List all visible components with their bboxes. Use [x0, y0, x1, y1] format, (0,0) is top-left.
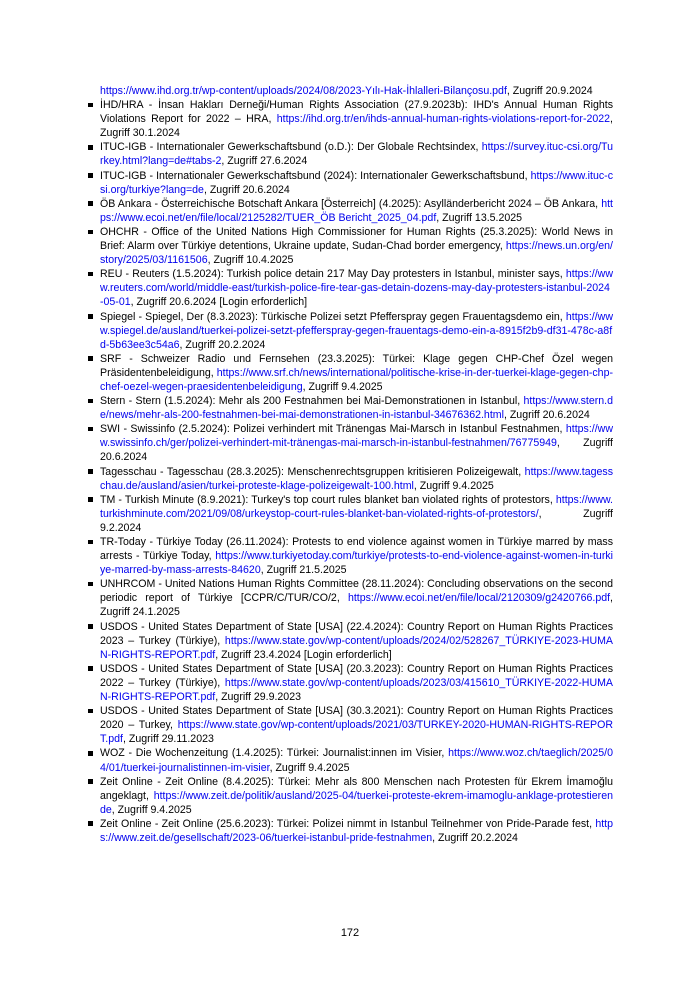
reference-text: , Zugriff 20.9.2024	[506, 85, 593, 97]
square-bullet-icon	[88, 779, 93, 784]
reference-text: SRF - Schweizer Radio und Fernsehen (23.3.2025): Türkei: Klage gegen CHP-Chef Özel wegen Präsidentenbeleidigung,	[100, 352, 613, 379]
reference-link[interactable]: https://www.state.gov/wp-content/uploads/2024/02/528267_TÜRKIYE-2023-HUMAN-RIGHTS-REPORT.pdf	[100, 634, 613, 661]
reference-link[interactable]: https://www.ituc-csi.org/turkiye?lang=de	[100, 169, 613, 196]
reference-text: TM - Turkish Minute (8.9.2021): Turkey's top court rules blanket ban violated rights of protestors,	[100, 493, 556, 506]
reference-link[interactable]: https://www.state.gov/wp-content/uploads/2021/03/TURKEY-2020-HUMAN-RIGHTS-REPORT.pdf	[100, 719, 613, 746]
reference-text: , Zugriff 9.2.2024	[100, 507, 613, 534]
reference-text: Spiegel - Spiegel, Der (8.3.2023): Türkische Polizei setzt Pfefferspray gegen Frauentagsdemo ein,	[100, 310, 566, 323]
reference-link[interactable]: https://www.state.gov/wp-content/uploads/2023/03/415610_TÜRKIYE-2022-HUMAN-RIGHTS-REPORT.pdf	[100, 676, 613, 704]
reference-item	[100, 775, 613, 817]
reference-item	[100, 662, 613, 704]
reference-text: , Zugriff 20.6.2024 [Login erforderlich]	[130, 296, 308, 309]
reference-link[interactable]: https://www.spiegel.de/ausland/tuerkei-polizei-setzt-pfefferspray-gegen-frauentags-demo-ein-a-8915f2b9-df31-478c-a8fd-5b63ee3c54a6	[100, 310, 613, 351]
reference-item	[100, 817, 613, 845]
reference-text: , Zugriff 20.2.2024	[179, 338, 266, 351]
reference-text: , Zugriff 20.6.2024	[203, 183, 290, 196]
square-bullet-icon	[88, 103, 93, 108]
reference-link[interactable]: https://www.zeit.de/gesellschaft/2023-06/tuerkei-istanbul-pride-festnahmen	[100, 817, 613, 844]
reference-link[interactable]: https://www.stern.de/news/mehr-als-200-festnahmen-bei-mai-demonstrationen-in-istanbul-34676362.html	[100, 395, 613, 422]
reference-link[interactable]: https://www.swissinfo.ch/ger/polizei-verhindert-mit-tränengas-mai-marsch-in-istanbul-festnahmen/76775949	[100, 423, 613, 450]
page-number: 172	[340, 927, 360, 939]
reference-link[interactable]: https://www.tagesschau.de/ausland/asien/turkei-proteste-klage-polizeigewalt-100.html	[100, 465, 613, 492]
reference-text: , Zugriff 20.6.2024	[503, 409, 590, 422]
reference-item	[100, 746, 613, 774]
square-bullet-icon	[88, 173, 93, 178]
reference-text: Tagesschau - Tagesschau (28.3.2025): Menschenrechtsgruppen kritisieren Polizeigewalt,	[100, 465, 525, 478]
square-bullet-icon	[88, 469, 93, 474]
reference-text: OHCHR - Office of the United Nations High Commissioner for Human Rights (25.3.2025): World News in Brief: Alarm over Türkiye detentions, Ukraine update, Sudan-Chad border emergency,	[100, 225, 613, 253]
references-list	[100, 84, 613, 845]
reference-text: , Zugriff 23.4.2024 [Login erforderlich]	[215, 648, 392, 661]
reference-item	[100, 169, 613, 197]
reference-text: , Zugriff 30.1.2024	[100, 113, 613, 140]
square-bullet-icon	[88, 751, 93, 756]
reference-item	[100, 310, 613, 352]
reference-item	[100, 140, 613, 168]
reference-text: SWI - Swissinfo (2.5.2024): Polizei verhindert mit Tränengas Mai-Marsch in Istanbul Festnahmen,	[100, 423, 566, 436]
reference-item	[100, 620, 613, 662]
reference-text: TR-Today - Türkiye Today (26.11.2024): Protests to end violence against women in Türkiye marred by mass arrests - Türkiye Today,	[100, 536, 613, 563]
reference-text: , Zugriff 24.1.2025	[100, 592, 613, 619]
reference-text: Zeit Online - Zeit Online (25.6.2023): Türkei: Polizei nimmt in Istanbul Teilnehmer von Pride-Parade fest,	[100, 817, 596, 830]
reference-link[interactable]: https://www.ihd.org.tr/wp-content/uploads/2024/08/2023-Yılı-Hak-İhlalleri-Bilançosu.pdf	[100, 85, 507, 97]
reference-item	[100, 535, 613, 577]
reference-link[interactable]: https://www.zeit.de/politik/ausland/2025-04/tuerkei-proteste-ekrem-imamoglu-anklage-protestierende	[100, 789, 613, 816]
reference-link[interactable]: https://www.reuters.com/world/middle-east/turkish-police-fire-tear-gas-detain-dozens-may-day-protesters-istanbul-2024-05-01	[100, 268, 613, 309]
reference-text: USDOS - United States Department of State [USA] (22.4.2024): Country Report on Human Rights Practices 2023 – Turkey (Türkiye),	[100, 620, 613, 647]
square-bullet-icon	[88, 230, 93, 235]
reference-item	[100, 493, 613, 535]
reference-link[interactable]: https://www.ecoi.net/en/file/local/2120309/g2420766.pdf	[347, 592, 611, 605]
square-bullet-icon	[88, 540, 93, 545]
square-bullet-icon	[88, 821, 93, 826]
reference-text: , Zugriff 13.5.2025	[436, 211, 523, 224]
reference-text: , Zugriff 9.4.2025	[302, 380, 383, 393]
square-bullet-icon	[88, 314, 93, 319]
square-bullet-icon	[88, 201, 93, 206]
reference-item	[100, 465, 613, 493]
reference-item	[100, 394, 613, 422]
square-bullet-icon	[88, 497, 93, 502]
reference-item-continuation	[100, 84, 613, 98]
reference-text: , Zugriff 10.4.2025	[207, 254, 294, 267]
reference-text: , Zugriff 9.4.2025	[413, 479, 494, 492]
reference-link[interactable]: https://news.un.org/en/story/2025/03/1161506	[100, 240, 613, 267]
reference-text: İHD/HRA - İnsan Hakları Derneği/Human Rights Association (27.9.2023b): IHD's Annual Human Rights Violations Report for 2022 – HRA,	[100, 99, 613, 126]
reference-item	[100, 197, 613, 225]
reference-text: , Zugriff 29.9.2023	[215, 691, 301, 704]
square-bullet-icon	[88, 272, 93, 277]
reference-text: REU - Reuters (1.5.2024): Turkish police detain 217 May Day protesters in Istanbul, minister says,	[100, 268, 566, 281]
reference-text: UNHRCOM - United Nations Human Rights Committee (28.11.2024): Concluding observations on the second periodic report of Türkiye [CCPR/C/TUR/CO/2,	[100, 578, 613, 605]
reference-text: , Zugriff 9.4.2025	[269, 761, 350, 774]
reference-text: Stern - Stern (1.5.2024): Mehr als 200 Festnahmen bei Mai-Demonstrationen in Istanbul,	[100, 395, 524, 408]
square-bullet-icon	[88, 399, 93, 404]
reference-link[interactable]: https://www.srf.ch/news/international/politische-krise-in-der-tuerkei-klage-gegen-chp-chef-oezel-wegen-praesidentenbeleidigung	[100, 366, 613, 393]
reference-item	[100, 225, 613, 267]
square-bullet-icon	[88, 356, 93, 361]
reference-text: USDOS - United States Department of State [USA] (20.3.2023): Country Report on Human Rights Practices 2022 – Turkey (Türkiye),	[100, 662, 613, 689]
reference-text: , Zugriff 20.6.2024	[100, 437, 613, 464]
reference-item	[100, 422, 613, 464]
reference-link[interactable]: https://ihd.org.tr/en/ihds-annual-human-rights-violations-report-for-2022	[276, 113, 611, 126]
reference-text: , Zugriff 20.2.2024	[432, 831, 518, 844]
square-bullet-icon	[88, 145, 93, 150]
reference-text: , Zugriff 27.6.2024	[221, 155, 308, 168]
reference-item	[100, 267, 613, 309]
reference-text: USDOS - United States Department of State [USA] (30.3.2021): Country Report on Human Rights Practices 2020 – Turkey,	[100, 705, 613, 732]
reference-text: , Zugriff 29.11.2023	[122, 733, 214, 746]
reference-link[interactable]: https://survey.ituc-csi.org/Turkey.html?lang=de#tabs-2	[100, 141, 613, 168]
square-bullet-icon	[88, 582, 93, 587]
reference-text: ITUC-IGB - Internationaler Gewerkschaftsbund (o.D.): Der Globale Rechtsindex,	[100, 141, 482, 154]
reference-link[interactable]: https://www.woz.ch/taeglich/2025/04/01/tuerkei-journalistinnen-im-visier	[100, 747, 613, 774]
square-bullet-icon	[88, 624, 93, 629]
reference-text: , Zugriff 9.4.2025	[111, 803, 192, 816]
reference-text: WOZ - Die Wochenzeitung (1.4.2025): Türkei: Journalist:innen im Visier,	[100, 747, 449, 760]
reference-text: ITUC-IGB - Internationaler Gewerkschaftsbund (2024): Internationaler Gewerkschaftsbund,	[100, 169, 531, 182]
square-bullet-icon	[88, 709, 93, 714]
reference-link[interactable]: https://www.turkishminute.com/2021/09/08/urkeystop-court-rules-blanket-ban-violated-rights-of-protestors/	[100, 493, 613, 520]
reference-item	[100, 704, 613, 746]
reference-text: Zeit Online - Zeit Online (8.4.2025): Türkei: Mehr als 800 Menschen nach Protesten für Ekrem İmamoğlu angeklagt,	[100, 775, 613, 802]
square-bullet-icon	[88, 427, 93, 432]
square-bullet-icon	[88, 666, 93, 671]
reference-link[interactable]: https://www.turkiyetoday.com/turkiye/protests-to-end-violence-against-women-in-turkiye-marred-by-mass-arrests-84620	[100, 550, 613, 577]
reference-item	[100, 577, 613, 619]
reference-item	[100, 352, 613, 394]
reference-text: ÖB Ankara - Österreichische Botschaft Ankara [Österreich] (4.2025): Asylländerbericht 2024 – ÖB Ankara,	[100, 197, 602, 210]
reference-item	[100, 98, 613, 140]
reference-text: , Zugriff 21.5.2025	[260, 564, 347, 577]
reference-link[interactable]: https://www.ecoi.net/en/file/local/2125282/TUER_ÖB Bericht_2025_04.pdf	[100, 197, 613, 224]
